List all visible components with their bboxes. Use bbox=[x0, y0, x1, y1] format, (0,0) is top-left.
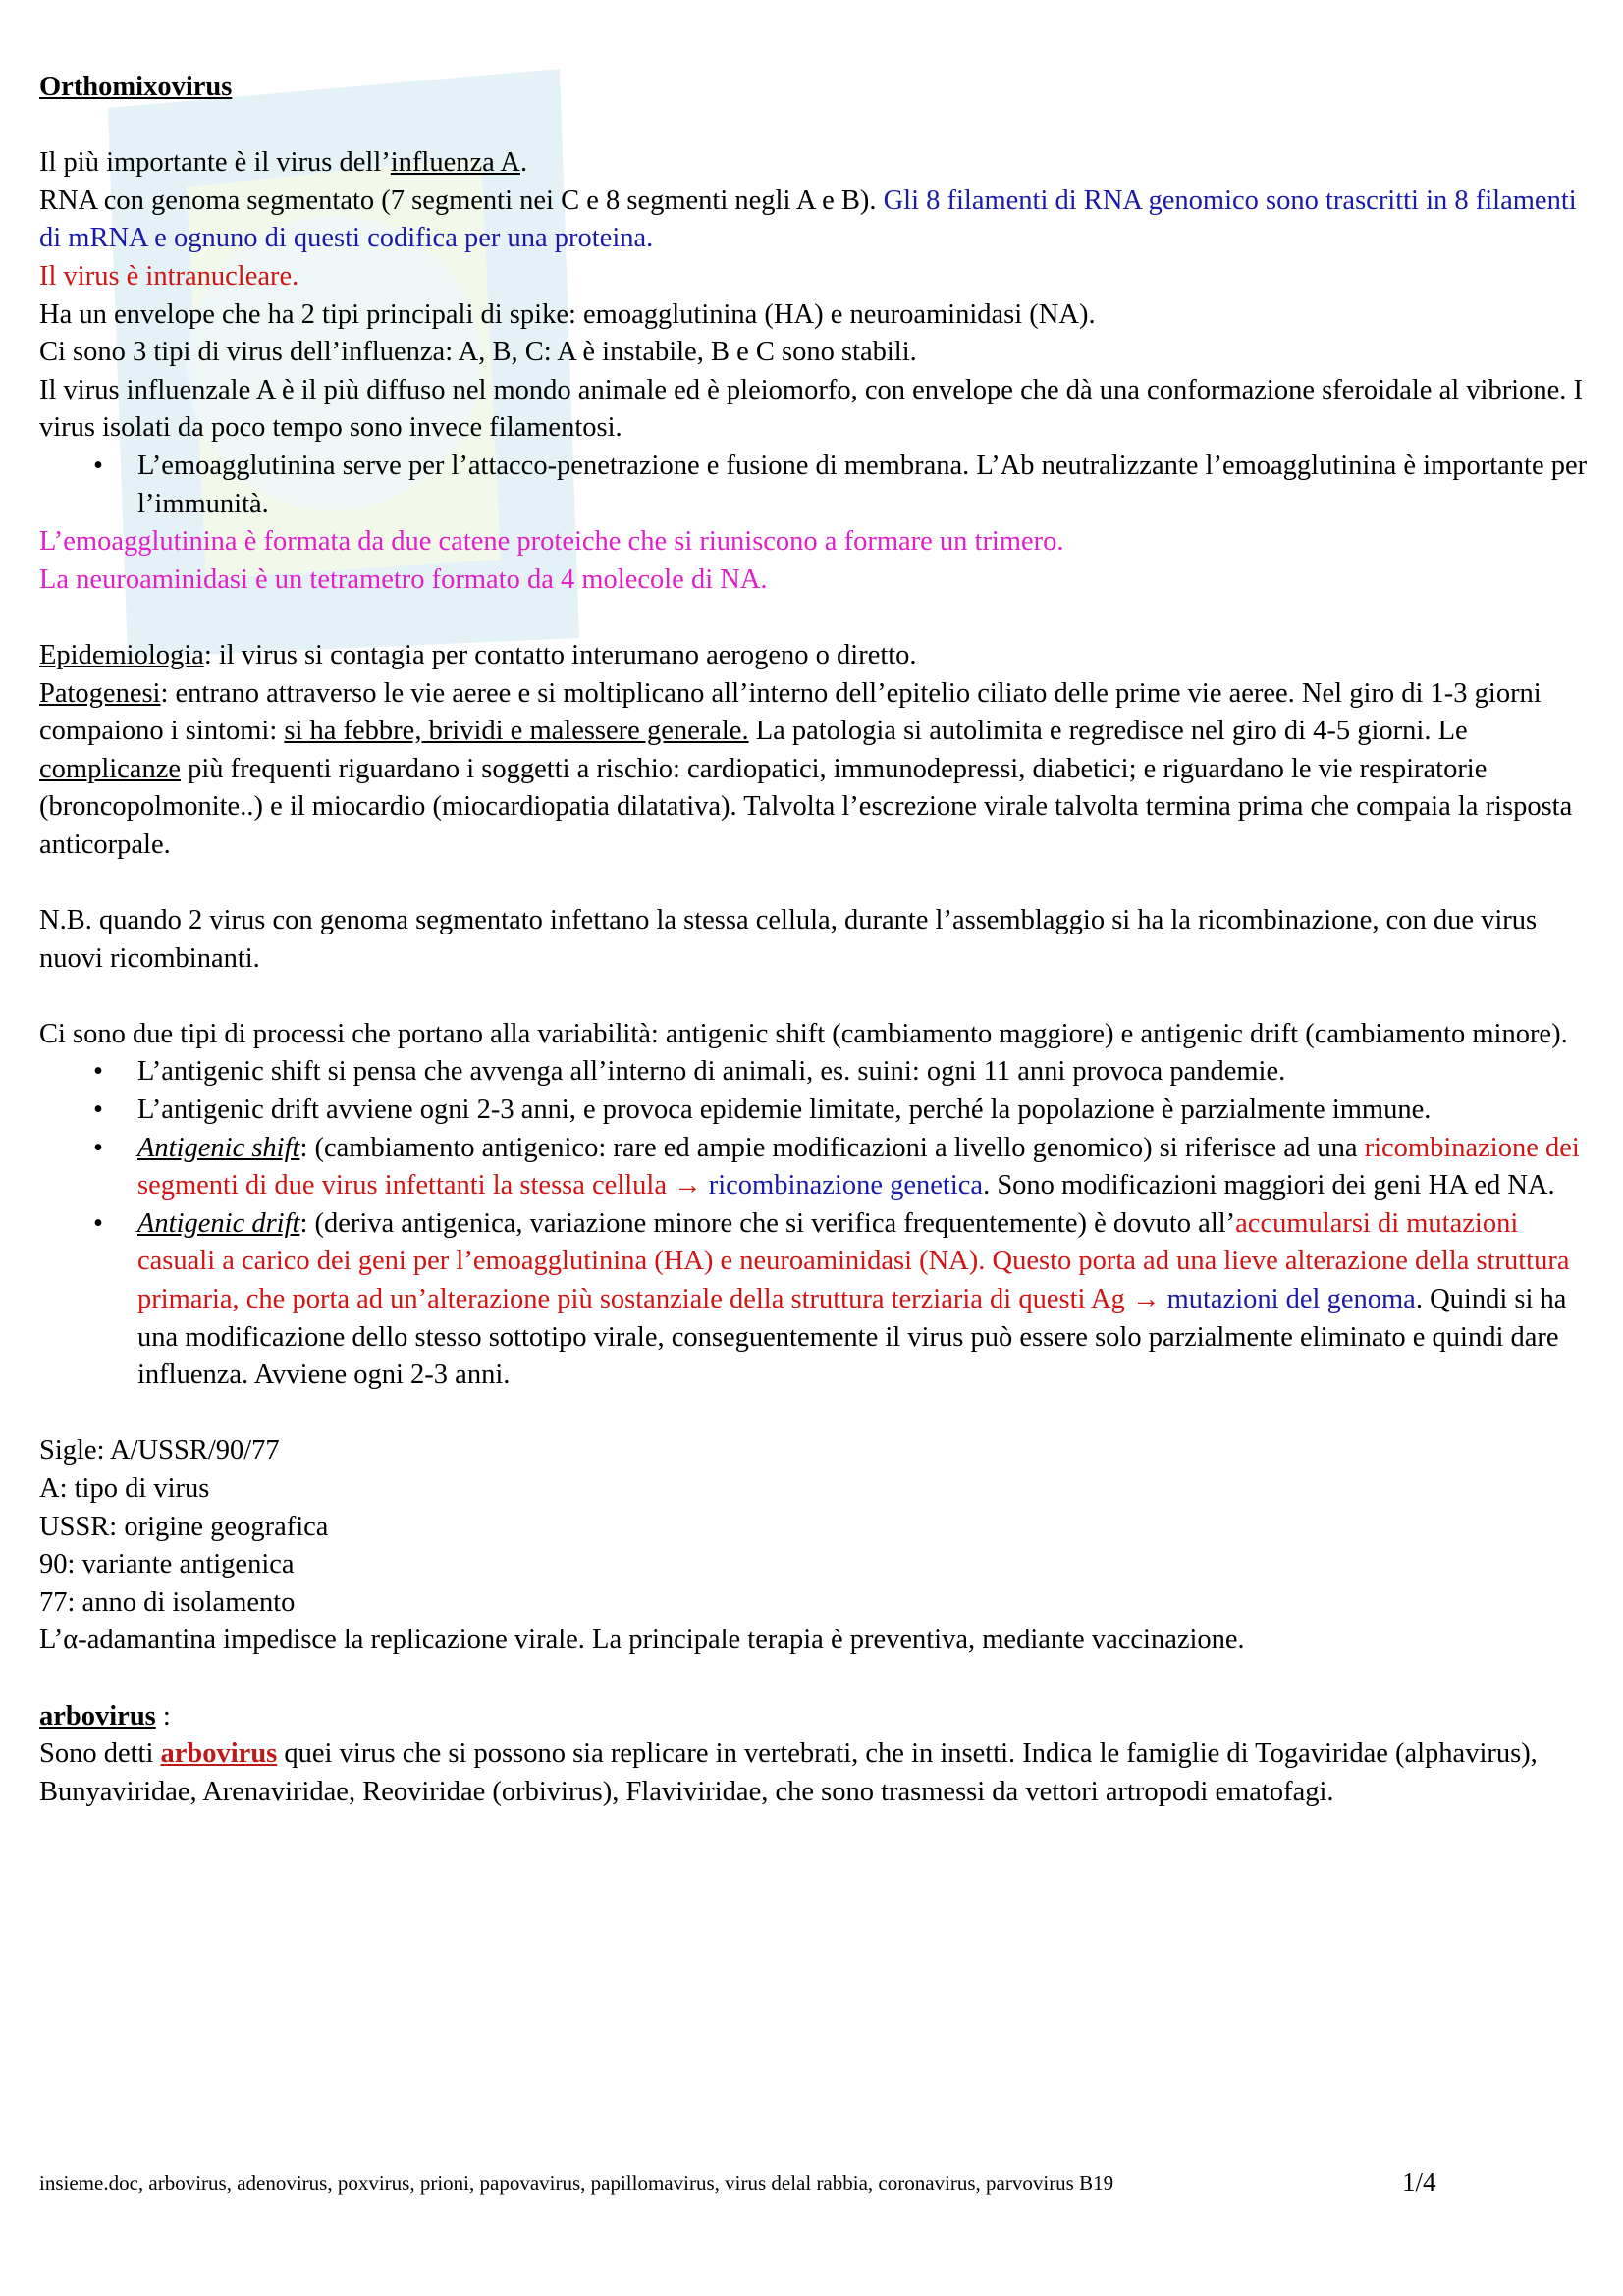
list-item: • Antigenic drift: (deriva antigenica, variazione minore che si verifica frequentemente) è dovuto all’accumularsi di mutazioni casuali a carico dei geni per l’emoagglutinina (HA) e neuroaminidasi (NA). Questo porta ad una lieve alterazione della struttura primaria, che porta ad un’alterazione più sostanziale della struttura terziaria di questi Ag → mutazioni del genoma. Quindi si ha una modificazione dello stesso sottotipo virale, conseguentemente il virus può essere solo parzialmente eliminato e quindi dare influenza. Avviene ogni 2-3 anni. bbox=[39, 1205, 1591, 1395]
list-item: • L’antigenic drift avviene ogni 2-3 anni, e provoca epidemie limitate, perché la popolazione è parzialmente immune. bbox=[39, 1092, 1591, 1130]
paragraph-trimero: L’emoagglutinina è formata da due catene proteiche che si riuniscono a formare un trimero. bbox=[39, 526, 1064, 558]
bullet-icon: • bbox=[93, 1056, 103, 1088]
arrow-right-icon: → bbox=[674, 1170, 702, 1201]
list-item: • L’antigenic shift si pensa che avvenga all’interno di animali, es. suini: ogni 11 anni provoca pandemie. bbox=[39, 1053, 1591, 1092]
paragraph-nb: N.B. quando 2 virus con genoma segmentato infettano la stessa cellula, durante l’assemblaggio si ha la ricombinazione, con due virus nuovi ricombinanti. bbox=[39, 905, 1538, 974]
paragraph-patogenesi: Patogenesi: entrano attraverso le vie aeree e si moltiplicano all’interno dell’epitelio ciliato delle prime vie aeree. Nel giro di 1-3 giorni compaiono i sintomi: si ha febbre, brividi e malessere generale. La patologia si autolimita e regredisce nel giro di 4-5 giorni. Le complicanze più frequenti riguardano i soggetti a rischio: cardiopatici, immunodepressi, diabetici; e riguardano le vie respiratorie (broncopolmonite..) e il miocardio (miocardiopatia dilatativa). Talvolta l’escrezione virale talvolta termina prima che compaia la risposta anticorpale. bbox=[39, 677, 1573, 860]
paragraph-tipi: Ci sono 3 tipi di virus dell’influenza: A, B, C: A è instabile, B e C sono stabili. bbox=[39, 337, 917, 368]
paragraph-sigle-a: A: tipo di virus bbox=[39, 1472, 210, 1504]
paragraph-sigle-90: 90: variante antigenica bbox=[39, 1549, 295, 1580]
paragraph-tetrametro: La neuroaminidasi è un tetrametro formato da 4 molecole di NA. bbox=[39, 563, 768, 595]
paragraph-adamantina: L’α-adamantina impedisce la replicazione virale. La principale terapia è preventiva, mediante vaccinazione. bbox=[39, 1625, 1245, 1656]
document-page bbox=[39, 69, 1591, 1811]
bullet-icon: • bbox=[93, 1132, 103, 1163]
paragraph-variabilita: Ci sono due tipi di processi che portano alla variabilità: antigenic shift (cambiamento maggiore) e antigenic drift (cambiamento minore). bbox=[39, 1018, 1568, 1049]
list-item: • L’emoagglutinina serve per l’attacco-penetrazione e fusione di membrana. L’Ab neutralizzante l’emoagglutinina è importante per l’immunità. bbox=[39, 448, 1591, 523]
paragraph-arbovirus: Sono detti arbovirus quei virus che si possono sia replicare in vertebrati, che in insetti. Indica le famiglie di Togaviridae (alphavirus), Bunyaviridae, Arenaviridae, Reoviridae (orbivirus), Flaviviridae, che sono trasmessi da vettori artropodi ematofagi. bbox=[39, 1738, 1538, 1807]
bullet-icon: • bbox=[93, 1207, 103, 1239]
paragraph-influenza: Il più importante è il virus dell’influenza A. bbox=[39, 147, 528, 179]
paragraph-rna: RNA con genoma segmentato (7 segmenti nei C e 8 segmenti negli A e B). Gli 8 filamenti di RNA genomico sono trascritti in 8 filamenti di mRNA e ognuno di questi codifica per una proteina. bbox=[39, 185, 1577, 254]
paragraph-envelope: Ha un envelope che ha 2 tipi principali di spike: emoagglutinina (HA) e neuroaminidasi (NA). bbox=[39, 298, 1096, 330]
list-item: • Antigenic shift: (cambiamento antigenico: rare ed ampie modificazioni a livello genomico) si riferisce ad una ricombinazione dei segmenti di due virus infettanti la stessa cellula → ricombinazione genetica. Sono modificazioni maggiori dei geni HA ed NA. bbox=[39, 1130, 1591, 1205]
paragraph-sigle-ussr: USSR: origine geografica bbox=[39, 1511, 329, 1542]
arrow-right-icon: → bbox=[1131, 1284, 1161, 1314]
bullet-icon: • bbox=[93, 1095, 103, 1126]
bullet-icon: • bbox=[93, 450, 103, 481]
paragraph-sigle-77: 77: anno di isolamento bbox=[39, 1586, 296, 1618]
section-title-arbovirus: arbovirus : bbox=[39, 1700, 171, 1732]
paragraph-epidemiologia: Epidemiologia: il virus si contagia per contatto interumano aerogeno o diretto. bbox=[39, 639, 917, 670]
page-footer bbox=[39, 2167, 1591, 2197]
footer-text: insieme.doc, arbovirus, adenovirus, poxvirus, prioni, papovavirus, papillomavirus, virus delal rabbia, coronavirus, parvovirus B19 bbox=[39, 2171, 1114, 2195]
section-title-orthomixovirus: Orthomixovirus bbox=[39, 72, 233, 102]
paragraph-intranucleare: Il virus è intranucleare. bbox=[39, 260, 299, 292]
page-number: 1/4 bbox=[1402, 2167, 1436, 2197]
paragraph-influenzale: Il virus influenzale A è il più diffuso nel mondo animale ed è pleiomorfo, con envelope che dà una conformazione sferoidale al vibrione. I virus isolati da poco tempo sono invece filamentosi. bbox=[39, 374, 1583, 444]
paragraph-sigle: Sigle: A/USSR/90/77 bbox=[39, 1435, 280, 1467]
